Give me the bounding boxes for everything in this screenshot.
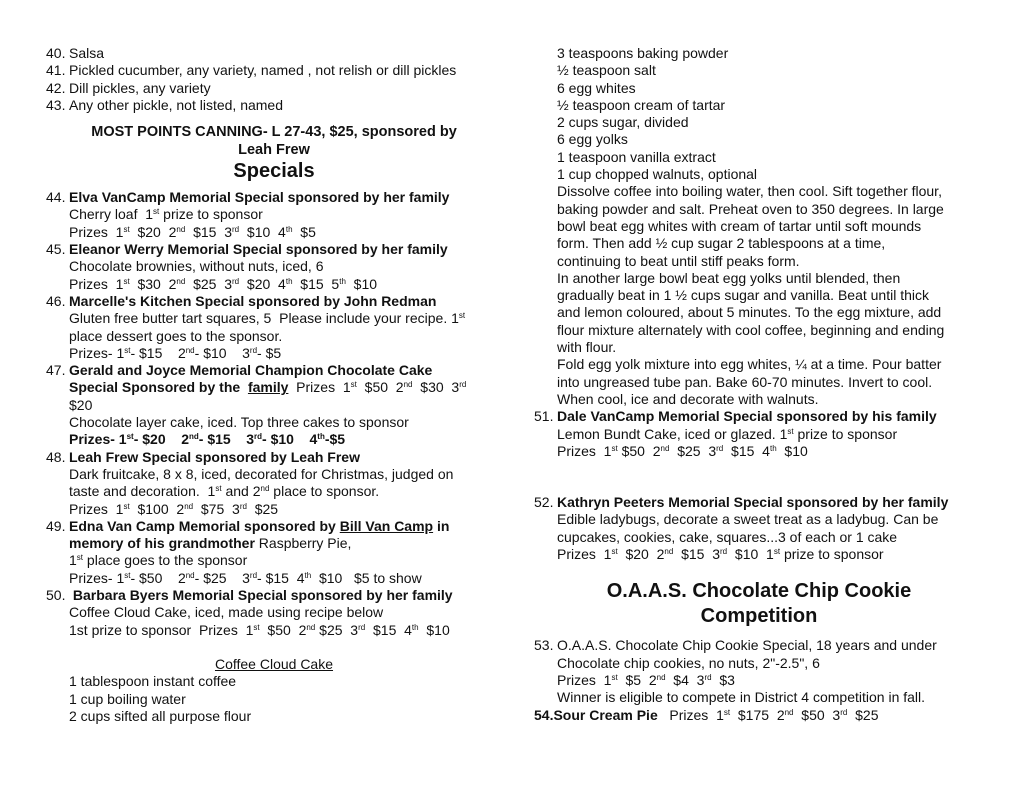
- list-item: 43. Any other pickle, not listed, named: [46, 96, 284, 113]
- special-item-48: 48. Leah Frew Special sponsored by Leah Frew Dark fruitcake, 8 x 8, iced, decorated for Christmas, judged on taste and decoration. 1st and 2nd place to sponsor. Prizes 1st $100 2nd $75 3rd $25: [46, 448, 454, 517]
- special-item-49: 49. Edna Van Camp Memorial sponsored by Bill Van Camp in memory of his grandmother Raspberry Pie, 1st place goes to the sponsor Prizes- 1st- $50 2nd- $25 3rd- $15 4th $10 $5 to show: [46, 517, 450, 586]
- special-item-46: 46. Marcelle's Kitchen Special sponsored by John Redman Gluten free butter tart squares, 5 Please include your recipe. 1st place dessert goes to the sponsor. Prizes- 1st- $15 2nd- $10 3rd- $5: [46, 292, 466, 361]
- specials-heading: Specials: [233, 160, 315, 183]
- special-item-44: 44. Elva VanCamp Memorial Special sponsored by her family Cherry loaf 1st prize to sponsor Prizes 1st $20 2nd $15 3rd $10 4th $5: [46, 189, 450, 240]
- list-item: 40. Salsa: [46, 45, 105, 61]
- special-item-52: 52. Kathryn Peeters Memorial Special sponsored by her family Edible ladybugs, decorate a sweet treat as a ladybug. Can be cupcakes, cookies, cake, squares...3 of each or 1 cake Prizes 1st $20 2nd $15 3rd $10 1st prize to sponsor: [534, 494, 949, 563]
- list-item: 6 egg whites: [557, 79, 636, 96]
- list-item: 1 teaspoon vanilla extract: [557, 148, 716, 165]
- list-item: 3 teaspoons baking powder: [557, 45, 729, 61]
- list-item: 2 cups sifted all purpose flour: [69, 707, 252, 724]
- special-item-53: 53. O.A.A.S. Chocolate Chip Cookie Special, 18 years and under Chocolate chip cookies, no nuts, 2"-2.5", 6 Prizes 1st $5 2nd $4 3rd $3 Winner is eligible to compete in District 4 competition in fall.: [534, 637, 937, 706]
- pickle-list: [46, 45, 502, 114]
- list-item: 2 cups sugar, divided: [557, 114, 689, 131]
- list-item: 1 cup chopped walnuts, optional: [557, 166, 758, 183]
- left-column: [46, 45, 502, 725]
- ingredient-list: [46, 673, 502, 725]
- right-column: [534, 45, 984, 724]
- special-item-47: 47. Gerald and Joyce Memorial Champion Chocolate Cake Special Sponsored by the family Prizes 1st $50 2nd $30 3rd $20 Chocolate layer cake, iced. Top three cakes to sponsor Prizes- 1st- $20 2nd- $15 3rd- $10 4th-$5: [46, 362, 467, 448]
- oaas-heading: O.A.A.S. Chocolate Chip Cookie Competition: [606, 580, 912, 628]
- most-points-heading: MOST POINTS CANNING- L 27-43, $25, sponsored by Leah Frew: [91, 124, 457, 158]
- list-item: ½ teaspoon cream of tartar: [557, 96, 726, 113]
- special-item-45: 45. Eleanor Werry Memorial Special sponsored by her family Chocolate brownies, without nuts, iced, 6 Prizes 1st $30 2nd $25 3rd $20 4th $15 5th $10: [46, 241, 448, 292]
- list-item: 41. Pickled cucumber, any variety, named , not relish or dill pickles: [46, 62, 457, 79]
- list-item: 1 cup boiling water: [69, 690, 186, 707]
- special-item-50: 50. Barbara Byers Memorial Special sponsored by her family Coffee Cloud Cake, iced, made using recipe below 1st prize to sponsor Prizes 1st $50 2nd $25 3rd $15 4th $10: [46, 587, 453, 638]
- recipe-method: Dissolve coffee into boiling water, then cool. Sift together flour, baking powder and salt. Preheat oven to 350 degrees. In large bowl beat egg whites with cream of tartar until soft mounds form. Then add ½ cup sugar 2 tablespoons at a time, continuing to beat until stiff peaks form. In another large bowl beat egg yolks until blended, then gradually beat in 1 ½ cups sugar and vanilla. Beat until thick and lemon coloured, about 5 minutes. To the egg mixture, add flour mixture alternately with cool coffee, beginning and ending with flour. Fold egg yolk mixture into egg whites, ¼ at a time. Pour batter into ungreased tube pan. Bake 60-70 minutes. Invert to cool. When cool, ice and decorate with walnuts.: [557, 183, 945, 407]
- list-item: 1 tablespoon instant coffee: [69, 673, 237, 690]
- list-item: ½ teaspoon salt: [557, 62, 656, 79]
- special-item-54: 54.Sour Cream Pie Prizes 1st $175 2nd $50 3rd $25: [534, 706, 879, 723]
- list-item: 6 egg yolks: [557, 131, 628, 148]
- special-item-51: 51. Dale VanCamp Memorial Special sponsored by his family Lemon Bundt Cake, iced or glazed. 1st prize to sponsor Prizes 1st $50 2nd $25 3rd $15 4th $10: [534, 408, 937, 459]
- ingredient-list-continued: [534, 45, 984, 183]
- recipe-title: Coffee Cloud Cake: [214, 655, 334, 672]
- list-item: 42. Dill pickles, any variety: [46, 79, 211, 96]
